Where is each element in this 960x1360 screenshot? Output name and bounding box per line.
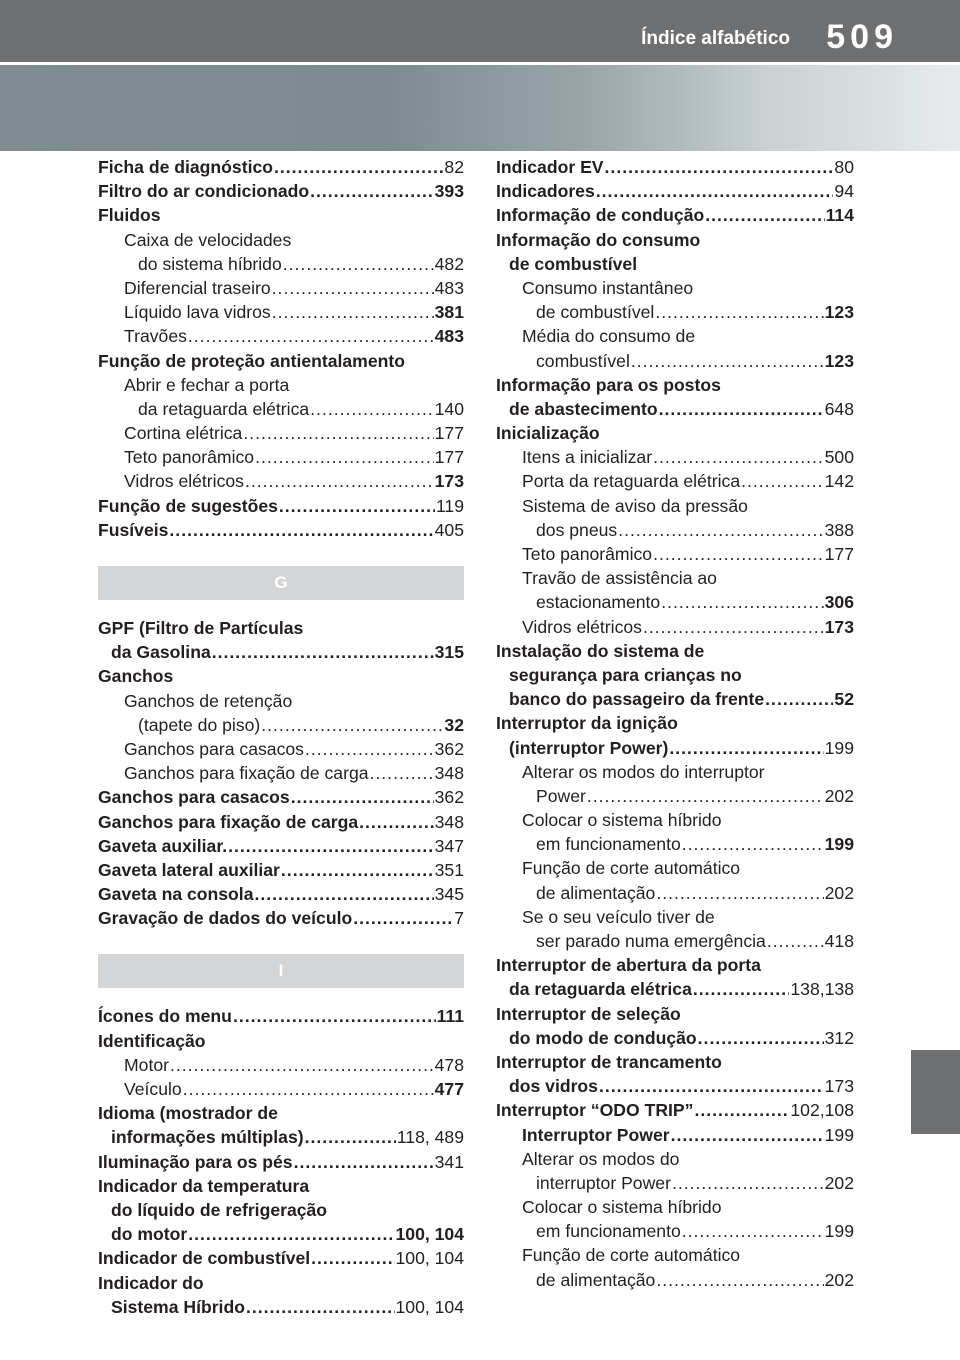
index-entry xyxy=(98,1029,464,1053)
entry-term: Interruptor de seleção xyxy=(496,1003,681,1024)
page-reference: 142 xyxy=(824,471,854,492)
entry-term: Interruptor Power xyxy=(522,1124,670,1145)
index-entry xyxy=(98,324,464,348)
page-reference: 483 xyxy=(434,326,464,347)
index-entry xyxy=(98,445,464,469)
index-entry xyxy=(496,494,854,518)
index-entry xyxy=(496,736,854,760)
entry-term: Consumo instantâneo xyxy=(522,277,694,298)
entry-term: do sistema híbrido xyxy=(138,253,282,274)
entry-term: da Gasolina xyxy=(111,642,211,663)
entry-term: Indicador EV xyxy=(496,157,604,177)
entry-term: Power xyxy=(536,785,586,806)
page-reference: 315 xyxy=(434,642,464,663)
index-entry xyxy=(98,494,464,518)
dot-leader xyxy=(767,929,824,953)
index-entry xyxy=(496,1123,854,1147)
entry-term: Inicialização xyxy=(496,423,600,444)
entry-term: Interruptor de abertura da porta xyxy=(496,955,761,976)
entry-term: Motor xyxy=(124,1054,169,1075)
dot-leader xyxy=(765,687,833,711)
entry-term: Ganchos para fixação de carga xyxy=(98,811,359,832)
entry-term: Fluidos xyxy=(98,205,161,226)
entry-term: Ganchos para casacos xyxy=(98,787,290,808)
entry-term: Função de corte automático xyxy=(522,858,741,879)
page-reference: 345 xyxy=(434,884,464,905)
index-entry xyxy=(98,518,464,542)
entry-term: de alimentação xyxy=(536,1269,656,1290)
index-entry xyxy=(98,1246,464,1270)
dot-leader xyxy=(353,906,453,930)
index-entry xyxy=(98,1271,464,1295)
entry-term: do motor xyxy=(111,1224,188,1245)
page-reference: 177 xyxy=(824,544,854,564)
index-entry xyxy=(98,1101,464,1125)
page-reference: 202 xyxy=(824,1172,854,1193)
entry-term: Caixa de velocidades xyxy=(124,229,292,250)
entry-term: Travão de assistência ao xyxy=(522,568,717,589)
entry-term: informações múltiplas) xyxy=(111,1127,304,1148)
entry-term: Idioma (mostrador de xyxy=(98,1103,278,1124)
dot-leader xyxy=(698,1026,824,1050)
entry-term: Gaveta lateral auxiliar xyxy=(98,859,280,880)
index-entry xyxy=(496,155,854,179)
index-entry xyxy=(496,1268,854,1292)
page-reference: 362 xyxy=(434,787,464,808)
dot-leader xyxy=(294,1150,434,1174)
page-reference: 341 xyxy=(434,1151,464,1172)
page-reference: 177 xyxy=(434,423,464,444)
entry-term: da retaguarda elétrica xyxy=(509,979,692,1000)
dot-leader xyxy=(643,615,824,639)
entry-term: GPF (Filtro de Partículas xyxy=(98,618,304,638)
entry-term: Filtro do ar condicionado xyxy=(98,181,310,202)
entry-term: Indicador da temperatura xyxy=(98,1175,310,1196)
entry-term: em funcionamento xyxy=(536,1221,681,1242)
entry-term: Ganchos para fixação de carga xyxy=(124,763,369,784)
page-reference: 478 xyxy=(434,1054,464,1075)
page-reference: 393 xyxy=(434,181,464,202)
index-entry xyxy=(496,905,854,929)
page-reference: 177 xyxy=(434,447,464,468)
index-entry xyxy=(98,713,464,737)
entry-term: Ícones do menu xyxy=(98,1006,232,1027)
index-entry xyxy=(496,784,854,808)
page-reference: 202 xyxy=(824,1269,854,1290)
index-entry xyxy=(98,300,464,324)
dot-leader xyxy=(682,832,824,856)
dot-leader xyxy=(587,784,824,808)
dot-leader xyxy=(656,881,823,905)
entry-term: Cortina elétrica xyxy=(124,423,243,444)
page-header xyxy=(0,0,960,62)
entry-term: Vidros elétricos xyxy=(124,471,244,492)
index-entry xyxy=(496,1050,854,1074)
index-entry xyxy=(496,590,854,614)
entry-term: dos pneus xyxy=(536,519,618,540)
page-reference: 199 xyxy=(824,834,854,855)
index-entry xyxy=(98,276,464,300)
dot-leader xyxy=(183,1077,434,1101)
page-reference: 100, 104 xyxy=(395,1224,464,1245)
page-reference: 199 xyxy=(824,737,854,758)
index-entry xyxy=(496,1147,854,1171)
entry-term: Itens a inicializar xyxy=(522,447,653,468)
page-reference: 483 xyxy=(434,277,464,298)
index-entry xyxy=(98,1198,464,1222)
page-reference: 118, 489 xyxy=(396,1127,464,1148)
entry-term: Colocar o sistema híbrido xyxy=(522,1197,722,1218)
index-entry xyxy=(496,469,854,493)
page-reference: 52 xyxy=(834,689,854,710)
entry-term: Ganchos de retenção xyxy=(124,690,293,711)
entry-term: Se o seu veículo tiver de xyxy=(522,906,715,927)
index-entry xyxy=(496,397,854,421)
index-entry xyxy=(98,616,464,640)
dot-leader xyxy=(672,1171,824,1195)
index-entry xyxy=(496,1002,854,1026)
dot-leader xyxy=(274,155,443,179)
entry-term: Vidros elétricos xyxy=(522,616,642,637)
index-entry xyxy=(98,373,464,397)
index-entry xyxy=(496,1195,854,1219)
index-entry xyxy=(98,1295,464,1319)
page-reference: 388 xyxy=(824,519,854,540)
index-entry xyxy=(98,664,464,688)
index-entry xyxy=(98,1053,464,1077)
index-entry xyxy=(496,832,854,856)
dot-leader xyxy=(188,324,434,348)
dot-leader xyxy=(693,977,790,1001)
dot-leader xyxy=(272,276,434,300)
dot-leader xyxy=(169,518,433,542)
index-entry xyxy=(98,834,464,858)
dot-leader xyxy=(279,494,435,518)
entry-term: Indicador do xyxy=(98,1272,204,1293)
page-reference: 102,108 xyxy=(790,1100,854,1121)
dot-leader xyxy=(212,640,434,664)
entry-term: de abastecimento xyxy=(509,398,658,419)
entry-term: Teto panorâmico xyxy=(124,447,255,468)
index-entry xyxy=(98,469,464,493)
page-reference: 202 xyxy=(824,785,854,806)
index-entry xyxy=(496,373,854,397)
entry-term: Sistema Híbrido xyxy=(111,1296,245,1317)
dot-leader xyxy=(228,834,434,858)
dot-leader xyxy=(618,518,823,542)
index-entry xyxy=(98,1174,464,1198)
dot-leader xyxy=(305,737,434,761)
page-reference: 199 xyxy=(824,1124,854,1145)
entry-term: Porta da retaguarda elétrica xyxy=(522,471,741,492)
entry-term: Média do consumo de xyxy=(522,326,696,347)
index-entry xyxy=(98,882,464,906)
dot-leader xyxy=(188,1222,394,1246)
page-reference: 348 xyxy=(434,811,464,832)
page-reference: 100, 104 xyxy=(395,1248,464,1269)
dot-leader xyxy=(682,1219,824,1243)
dot-leader xyxy=(233,1004,436,1028)
entry-term: Travões xyxy=(124,326,187,347)
index-entry xyxy=(496,349,854,373)
entry-term: Líquido lava vidros xyxy=(124,302,271,323)
entry-term: Indicadores xyxy=(496,181,595,202)
dot-leader xyxy=(261,713,443,737)
entry-term: Alterar os modos do xyxy=(522,1148,680,1169)
page-reference: 138,138 xyxy=(790,979,854,1000)
index-entry xyxy=(496,808,854,832)
dot-leader xyxy=(246,1295,395,1319)
entry-term: Identificação xyxy=(98,1030,206,1051)
index-entry xyxy=(98,1004,464,1028)
page-reference: 348 xyxy=(434,763,464,784)
index-entry xyxy=(98,640,464,664)
entry-term: (tapete do piso) xyxy=(138,714,261,735)
entry-term: Interruptor “ODO TRIP” xyxy=(496,1100,694,1121)
index-entry xyxy=(98,1222,464,1246)
entry-term: de alimentação xyxy=(536,882,656,903)
page-reference: 100, 104 xyxy=(395,1296,464,1317)
entry-term: ser parado numa emergência xyxy=(536,931,766,951)
page-reference: 111 xyxy=(436,1006,464,1027)
entry-term: do líquido de refrigeração xyxy=(111,1199,328,1220)
page-reference: 351 xyxy=(434,859,464,880)
index-entry xyxy=(496,276,854,300)
dot-leader xyxy=(656,1268,823,1292)
section-letter-g: G xyxy=(98,566,464,600)
index-entry xyxy=(496,300,854,324)
page-reference: 347 xyxy=(434,835,464,856)
index-entry xyxy=(496,881,854,905)
index-entry xyxy=(98,252,464,276)
entry-term: Informação de condução xyxy=(496,205,705,226)
entry-term: Função de sugestões xyxy=(98,495,278,516)
dot-leader xyxy=(599,1074,824,1098)
entry-term: Função de proteção antientalamento xyxy=(98,350,405,371)
entry-term: do modo de condução xyxy=(509,1027,697,1048)
entry-term: Gravação de dados do veículo xyxy=(98,908,353,929)
page-number: 509 xyxy=(826,18,898,56)
entry-term: Colocar o sistema híbrido xyxy=(522,810,722,831)
dot-leader xyxy=(272,300,434,324)
entry-term: de combustível xyxy=(509,253,638,274)
dot-leader xyxy=(291,785,434,809)
index-entry xyxy=(496,1171,854,1195)
index-entry xyxy=(496,542,854,566)
index-entry xyxy=(98,906,464,930)
index-entry xyxy=(496,856,854,880)
dot-leader xyxy=(310,179,434,203)
dot-leader xyxy=(653,542,824,566)
index-entry xyxy=(496,518,854,542)
header-banner xyxy=(0,65,960,151)
page-reference: 648 xyxy=(824,398,854,419)
entry-term: Alterar os modos do interruptor xyxy=(522,761,765,782)
entry-term: Ganchos xyxy=(98,666,174,687)
entry-term: Ganchos para casacos xyxy=(124,738,304,759)
index-entry xyxy=(496,663,854,687)
dot-leader xyxy=(596,179,834,203)
page-reference: 405 xyxy=(434,519,464,540)
entry-term: Fusíveis xyxy=(98,519,169,540)
dot-leader xyxy=(669,736,823,760)
entry-term: Ficha de diagnóstico xyxy=(98,157,273,177)
page-reference: 306 xyxy=(824,592,854,613)
page-reference: 500 xyxy=(824,447,854,468)
entry-term: estacionamento xyxy=(536,592,661,613)
page-reference: 123 xyxy=(824,302,854,323)
entry-term: combustível xyxy=(536,350,630,371)
page-reference: 381 xyxy=(434,302,464,323)
entry-term: de combustível xyxy=(536,302,655,323)
page-reference: 173 xyxy=(824,1076,854,1097)
dot-leader xyxy=(255,445,434,469)
index-entry xyxy=(98,858,464,882)
index-entry xyxy=(98,1077,464,1101)
page-reference: 199 xyxy=(824,1221,854,1242)
entry-term: Veículo xyxy=(124,1079,182,1099)
entry-term: Sistema de aviso da pressão xyxy=(522,495,748,516)
dot-leader xyxy=(694,1098,789,1122)
index-entry xyxy=(98,689,464,713)
index-entry xyxy=(98,785,464,809)
entry-term: Gaveta auxiliar. xyxy=(98,835,228,856)
index-entry xyxy=(98,228,464,252)
index-entry xyxy=(496,687,854,711)
dot-leader xyxy=(170,1053,434,1077)
index-entry xyxy=(496,615,854,639)
dot-leader xyxy=(370,761,434,785)
index-column-right xyxy=(496,155,854,1292)
index-entry xyxy=(496,929,854,953)
dot-leader xyxy=(245,469,434,493)
dot-leader xyxy=(243,421,433,445)
chapter-tab xyxy=(911,1050,960,1134)
index-column-left xyxy=(98,155,464,1319)
index-entry xyxy=(496,760,854,784)
entry-term: Teto panorâmico xyxy=(522,544,653,564)
index-entry xyxy=(98,761,464,785)
dot-leader xyxy=(311,1246,394,1270)
entry-term: interruptor Power xyxy=(536,1172,671,1193)
dot-leader xyxy=(305,1125,396,1149)
entry-term: segurança para crianças no xyxy=(509,664,742,685)
entry-term: Gaveta na consola xyxy=(98,884,254,905)
dot-leader xyxy=(659,397,824,421)
page-reference: 362 xyxy=(434,738,464,759)
dot-leader xyxy=(359,810,434,834)
index-entry xyxy=(496,953,854,977)
index-entry xyxy=(496,1243,854,1267)
page-reference: 173 xyxy=(434,471,464,492)
index-entry xyxy=(496,1074,854,1098)
dot-leader xyxy=(661,590,823,614)
dot-leader xyxy=(655,300,823,324)
page-reference: 114 xyxy=(825,205,854,226)
page-reference: 477 xyxy=(434,1079,464,1099)
dot-leader xyxy=(671,1123,824,1147)
index-entry xyxy=(496,639,854,663)
section-letter-i: I xyxy=(98,954,464,988)
entry-term: Iluminação para os pés xyxy=(98,1151,293,1172)
index-entry xyxy=(496,421,854,445)
entry-term: Informação do consumo xyxy=(496,229,701,250)
dot-leader xyxy=(310,397,433,421)
entry-term: Função de corte automático xyxy=(522,1245,741,1266)
section-title: Índice alfabético xyxy=(641,28,790,49)
index-entry xyxy=(496,566,854,590)
index-entry xyxy=(98,1125,464,1149)
entry-term: Abrir e fechar a porta xyxy=(124,374,290,395)
entry-term: da retaguarda elétrica xyxy=(138,398,310,419)
index-entry xyxy=(496,445,854,469)
page-reference: 80 xyxy=(834,157,854,177)
index-entry xyxy=(496,1026,854,1050)
index-entry xyxy=(98,155,464,179)
entry-term: Interruptor da ignição xyxy=(496,713,678,734)
page-reference: 482 xyxy=(434,253,464,274)
entry-term: Interruptor de trancamento xyxy=(496,1051,722,1072)
page-reference: 32 xyxy=(444,714,464,735)
index-entry xyxy=(496,228,854,252)
dot-leader xyxy=(283,252,434,276)
page-reference: 123 xyxy=(824,350,854,371)
dot-leader xyxy=(705,203,824,227)
dot-leader xyxy=(254,882,433,906)
page-reference: 418 xyxy=(824,931,854,951)
entry-term: Diferencial traseiro xyxy=(124,277,271,298)
index-entry xyxy=(496,1219,854,1243)
index-entry xyxy=(496,179,854,203)
entry-term: em funcionamento xyxy=(536,834,681,855)
entry-term: Informação para os postos xyxy=(496,374,721,395)
page-reference: 7 xyxy=(454,908,464,929)
index-entry xyxy=(98,737,464,761)
page-reference: 173 xyxy=(824,616,854,637)
index-entry xyxy=(98,810,464,834)
entry-term: banco do passageiro da frente xyxy=(509,689,765,710)
index-entry xyxy=(98,421,464,445)
index-entry xyxy=(496,324,854,348)
entry-term: (interruptor Power) xyxy=(509,737,669,758)
page-reference: 119 xyxy=(435,495,464,516)
index-entry xyxy=(496,1098,854,1122)
index-entry xyxy=(98,397,464,421)
entry-term: Instalação do sistema de xyxy=(496,640,705,661)
dot-leader xyxy=(653,445,824,469)
page-reference: 202 xyxy=(824,882,854,903)
index-entry xyxy=(496,252,854,276)
index-entry xyxy=(98,203,464,227)
index-entry xyxy=(496,711,854,735)
page-reference: 312 xyxy=(824,1027,854,1048)
index-entry xyxy=(98,179,464,203)
dot-leader xyxy=(281,858,434,882)
index-entry xyxy=(496,203,854,227)
page-reference: 82 xyxy=(444,157,464,177)
dot-leader xyxy=(741,469,824,493)
dot-leader xyxy=(605,155,834,179)
index-entry xyxy=(496,977,854,1001)
dot-leader xyxy=(631,349,824,373)
index-entry xyxy=(98,1150,464,1174)
entry-term: Indicador de combustível xyxy=(98,1248,311,1269)
page-reference: 94 xyxy=(834,181,854,202)
entry-term: dos vidros xyxy=(509,1076,598,1097)
page-reference: 140 xyxy=(434,398,464,419)
index-entry xyxy=(98,349,464,373)
